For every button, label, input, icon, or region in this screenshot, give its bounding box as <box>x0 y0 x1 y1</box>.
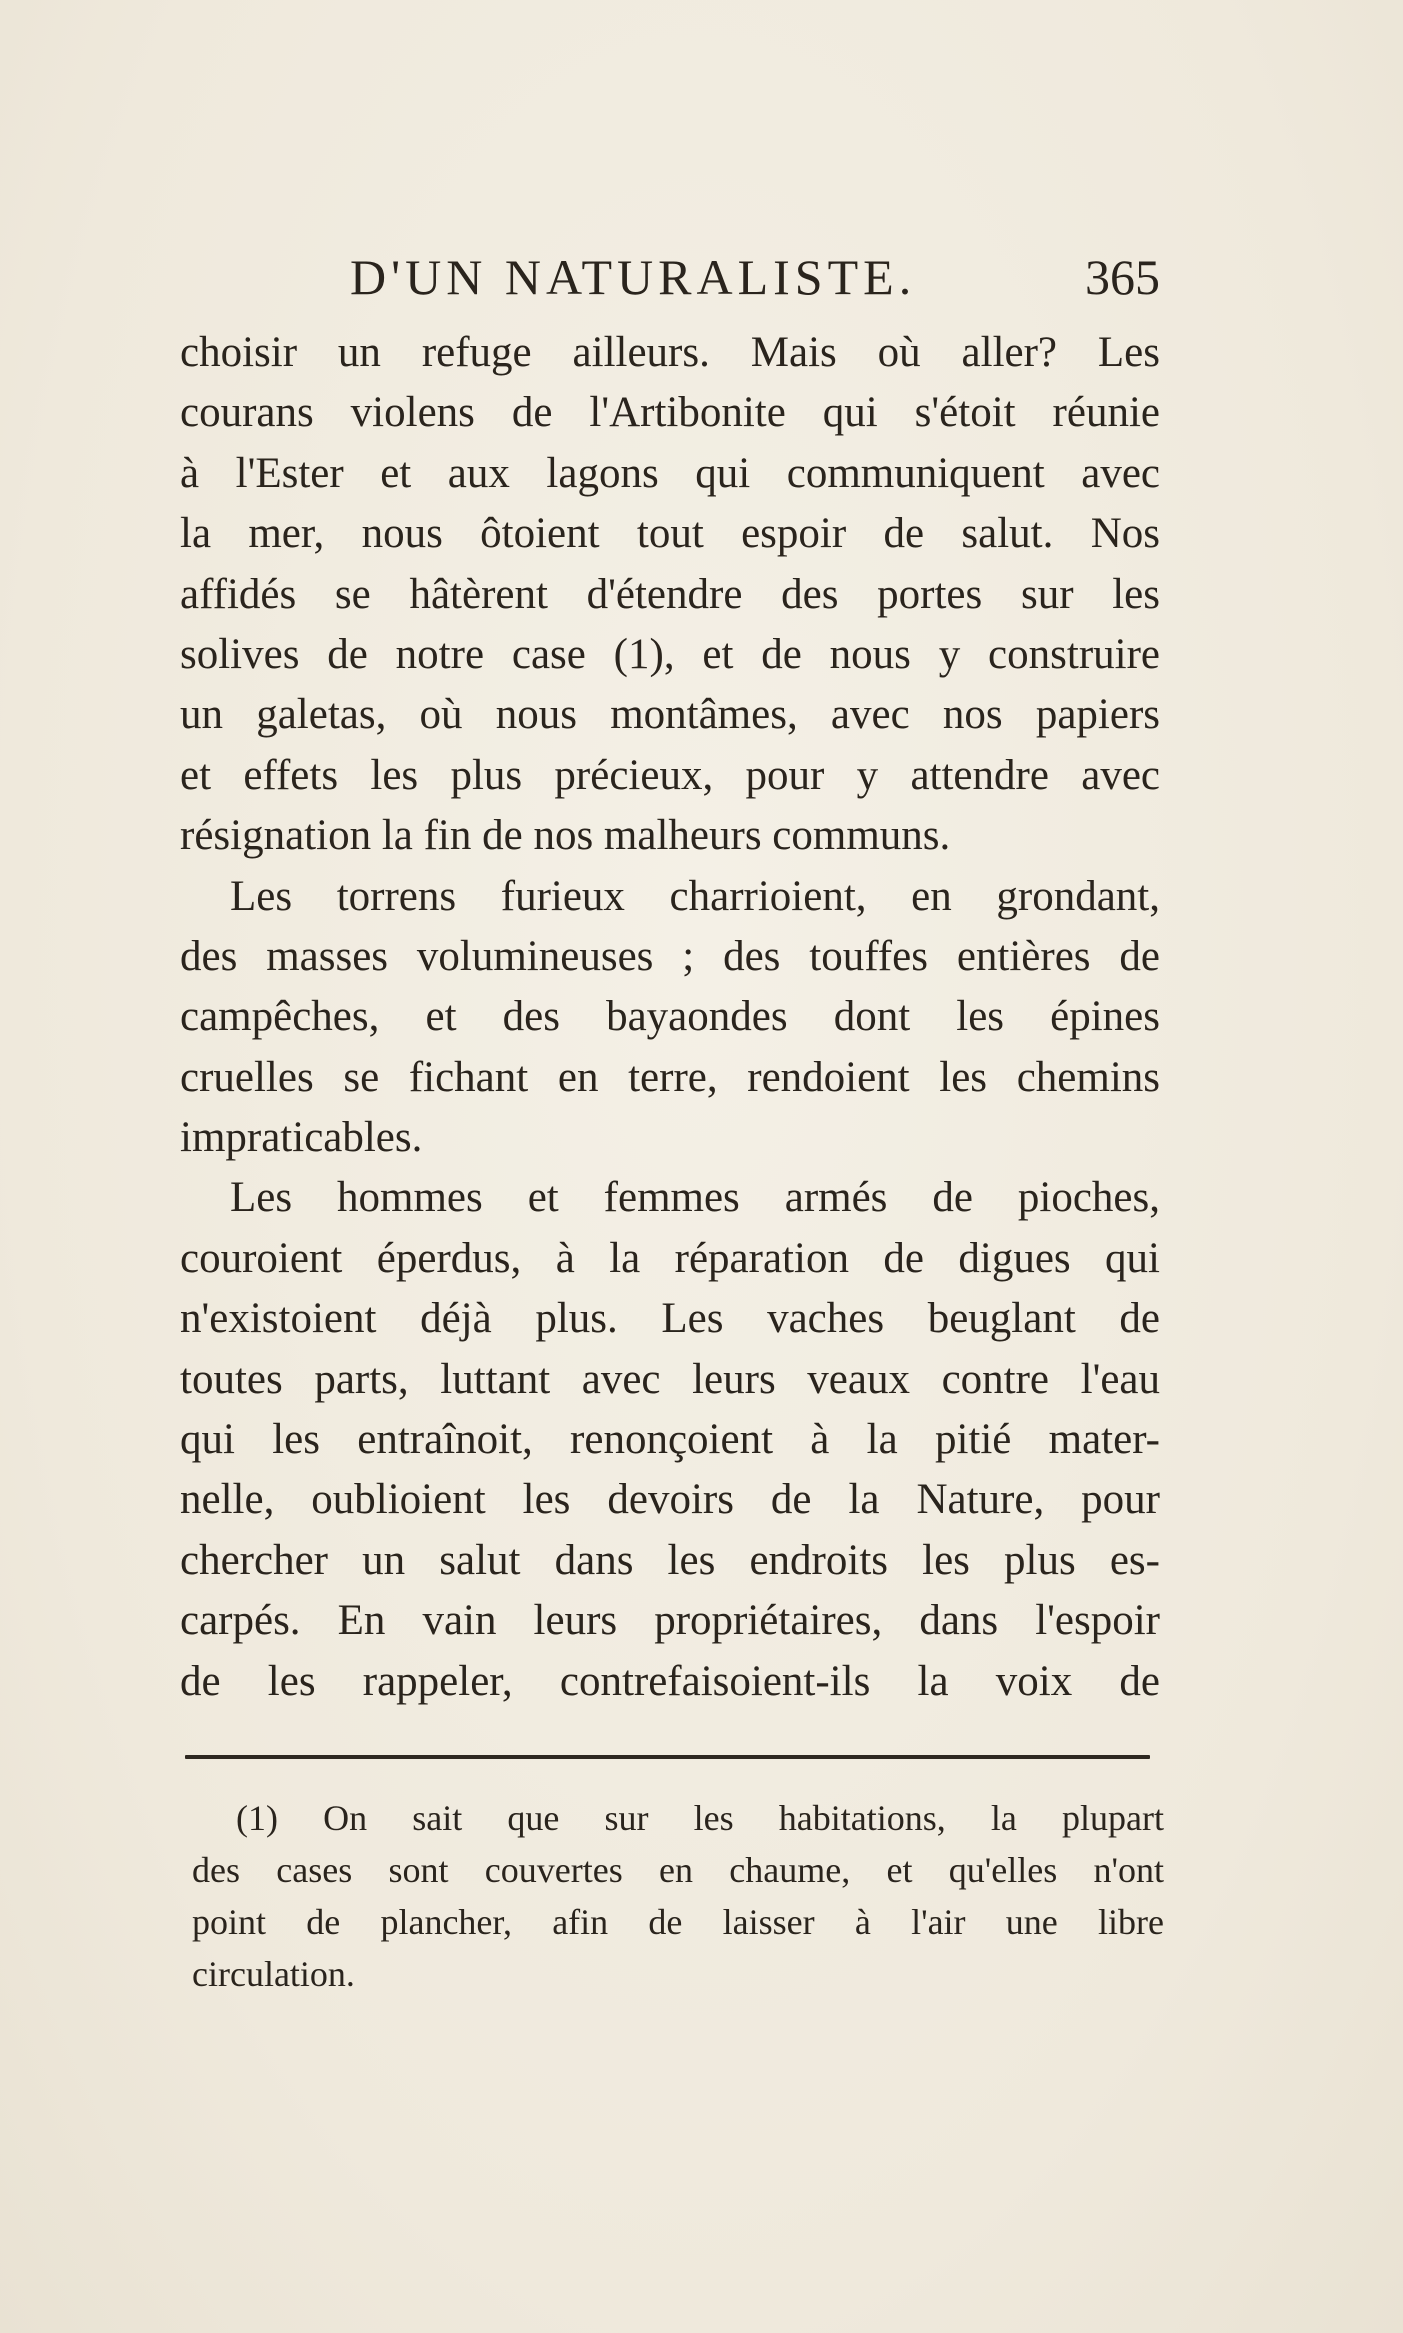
text-line: n'existoient déjà plus. Les vaches beuglant de <box>180 1295 1160 1343</box>
footnote <box>192 1792 1164 2000</box>
footnote-line: circulation. <box>192 1954 355 1994</box>
text-line: et effets les plus précieux, pour y attendre avec <box>180 751 1160 799</box>
text-line: campêches, et des bayaondes dont les épines <box>180 993 1160 1041</box>
text-line: nelle, oublioient les devoirs de la Nature, pour <box>180 1476 1160 1524</box>
text-line: des masses volumineuses ; des touffes entières de <box>180 932 1160 980</box>
text-line: qui les entraînoit, renonçoient à la pitié mater- <box>180 1416 1160 1464</box>
footnote-rule <box>185 1755 1150 1759</box>
text-line: couroient éperdus, à la réparation de digues qui <box>180 1234 1160 1282</box>
text-line: Les torrens furieux charrioient, en grondant, <box>230 872 1160 920</box>
running-title: D'UN NATURALISTE. <box>350 249 917 305</box>
text-line: solives de notre case (1), et de nous y construire <box>180 630 1160 678</box>
text-line: chercher un salut dans les endroits les plus es- <box>180 1536 1160 1584</box>
text-line: résignation la fin de nos malheurs communs. <box>180 812 951 860</box>
text-line: de les rappeler, contrefaisoient-ils la voix de <box>180 1657 1160 1705</box>
text-line: la mer, nous ôtoient tout espoir de salut. Nos <box>180 510 1160 558</box>
text-line: carpés. En vain leurs propriétaires, dans l'espoir <box>180 1597 1160 1645</box>
text-line: à l'Ester et aux lagons qui communiquent avec <box>180 449 1160 497</box>
footnote-line: des cases sont couvertes en chaume, et qu'elles n'ont <box>192 1850 1164 1890</box>
text-line: choisir un refuge ailleurs. Mais où aller? Les <box>180 329 1160 376</box>
text-line: affidés se hâtèrent d'étendre des portes sur les <box>180 570 1160 618</box>
text-line: cruelles se fichant en terre, rendoient les chemins <box>180 1053 1160 1101</box>
body-text <box>180 323 1160 1712</box>
text-line: toutes parts, luttant avec leurs veaux contre l'eau <box>180 1355 1160 1403</box>
text-line: impraticables. <box>180 1114 423 1162</box>
footnote-line: point de plancher, afin de laisser à l'air une libre <box>192 1902 1164 1942</box>
text-line: courans violens de l'Artibonite qui s'étoit réunie <box>180 389 1160 437</box>
text-line: Les hommes et femmes armés de pioches, <box>230 1174 1160 1222</box>
footnote-line: (1) On sait que sur les habitations, la plupart <box>236 1798 1164 1838</box>
page-header <box>180 238 1160 318</box>
text-line: un galetas, où nous montâmes, avec nos papiers <box>180 691 1160 739</box>
page-number: 365 <box>1085 249 1160 305</box>
